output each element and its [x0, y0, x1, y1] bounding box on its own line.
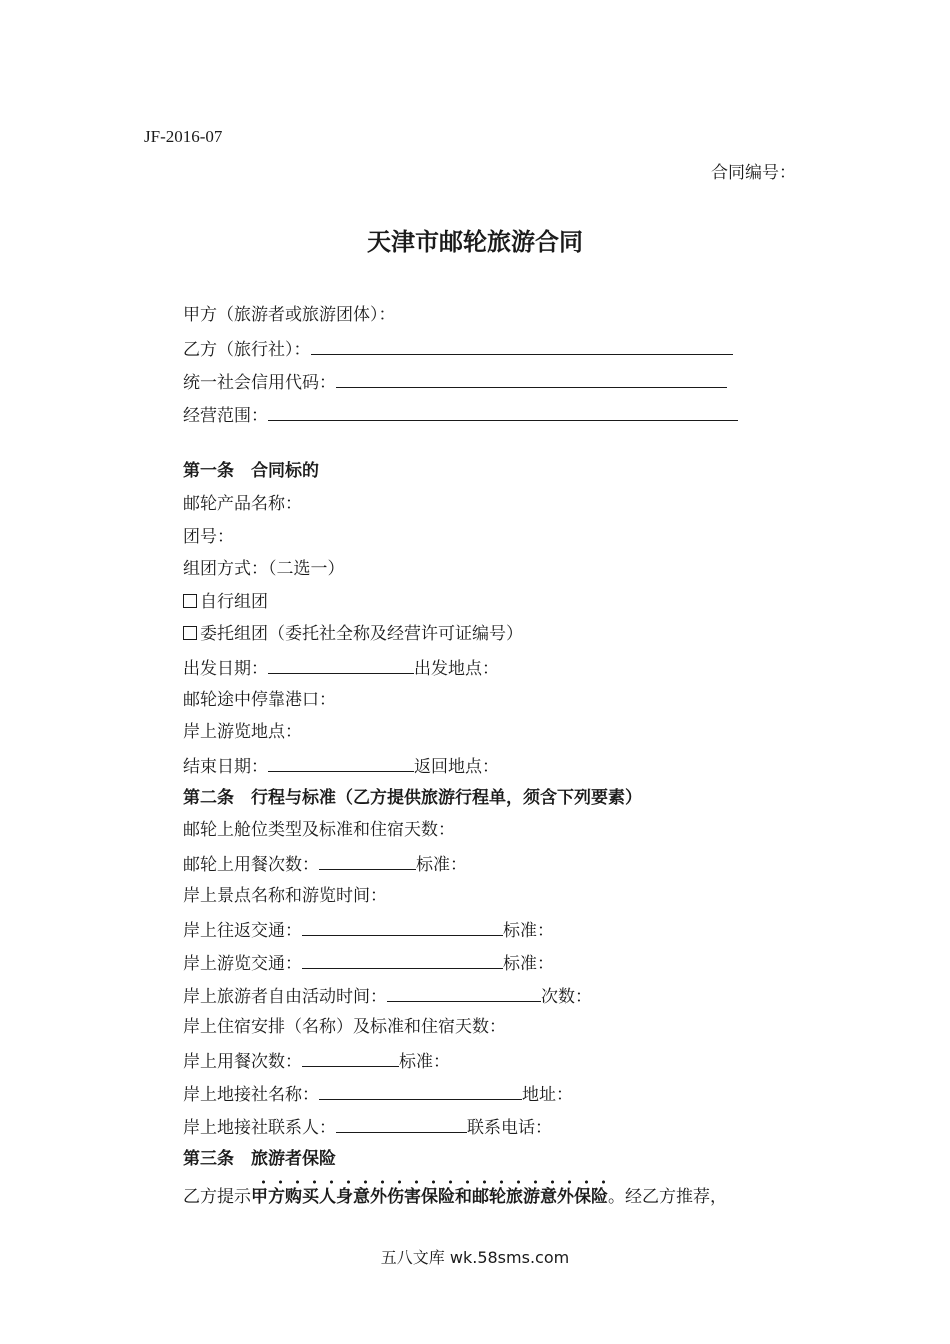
local-phone-label: 联系电话： — [467, 1118, 552, 1138]
business-scope-blank[interactable] — [268, 402, 738, 421]
free-time-count-label: 次数： — [541, 987, 592, 1007]
ship-meals-blank[interactable] — [319, 851, 416, 870]
credit-code-line — [183, 369, 727, 393]
local-agency-blank[interactable] — [319, 1081, 522, 1100]
ship-meals-std-label: 标准： — [416, 855, 467, 875]
option-entrust-label: 委托组团（委托社全称及经营许可证编号） — [200, 624, 523, 644]
free-time-blank[interactable] — [387, 983, 541, 1002]
local-agency-addr-label: 地址： — [522, 1085, 573, 1105]
credit-code-blank[interactable] — [336, 369, 727, 388]
option-self-label: 自行组团 — [200, 592, 268, 612]
document-code: JF-2016-07 — [144, 127, 223, 146]
option-entrust-line[interactable] — [183, 622, 523, 646]
party-b-blank[interactable] — [311, 336, 733, 355]
local-agency-label: 岸上地接社名称： — [183, 1085, 319, 1105]
article3-heading: 第三条 旅游者保险 — [183, 1149, 336, 1169]
shore-tour-traffic-std-label: 标准： — [503, 954, 554, 974]
shore-meals-label: 岸上用餐次数： — [183, 1052, 302, 1072]
business-scope-line — [183, 402, 738, 426]
option-self-line[interactable] — [183, 590, 268, 614]
article3-text-pre: 乙方提示 — [183, 1187, 251, 1207]
checkbox-entrust[interactable] — [183, 626, 197, 640]
local-contact-blank[interactable] — [336, 1114, 467, 1133]
ship-meals-label: 邮轮上用餐次数： — [183, 855, 319, 875]
local-contact-line — [183, 1114, 552, 1138]
free-time-line — [183, 983, 592, 1007]
departure-line — [183, 655, 499, 679]
group-number-label: 团号： — [183, 527, 234, 547]
article1-heading: 第一条 合同标的 — [183, 461, 319, 481]
end-date-blank[interactable] — [268, 753, 414, 772]
local-agency-line — [183, 1081, 573, 1105]
ports-label: 邮轮途中停靠港口： — [183, 690, 336, 710]
page-title: 天津市邮轮旅游合同 — [367, 227, 583, 256]
return-place-label: 返回地点： — [414, 757, 499, 777]
credit-code-label: 统一社会信用代码： — [183, 373, 336, 393]
article3-emphasis: 甲方购买人身意外伤害保险和邮轮旅游意外保险 — [251, 1187, 608, 1207]
end-line — [183, 753, 499, 777]
party-a-line — [183, 303, 396, 327]
article2-heading: 第二条 行程与标准（乙方提供旅游行程单，须含下列要素） — [183, 788, 642, 808]
shore-sites-label: 岸上游览地点： — [183, 722, 302, 742]
shore-transfer-label: 岸上往返交通： — [183, 921, 302, 941]
party-a-label: 甲方（旅游者或旅游团体）： — [183, 305, 396, 325]
ship-meals-line — [183, 851, 467, 875]
free-time-label: 岸上旅游者自由活动时间： — [183, 987, 387, 1007]
business-scope-label: 经营范围： — [183, 406, 268, 426]
footer-watermark: 五八文库 wk.58sms.com — [380, 1248, 570, 1267]
group-method-label: 组团方式：（二选一） — [183, 559, 345, 579]
cabin-label: 邮轮上舱位类型及标准和住宿天数： — [183, 820, 455, 840]
departure-date-blank[interactable] — [268, 655, 414, 674]
article3-text-post: 。经乙方推荐， — [608, 1187, 727, 1207]
shore-transfer-line — [183, 917, 554, 941]
shore-spots-label: 岸上景点名称和游览时间： — [183, 886, 387, 906]
checkbox-self[interactable] — [183, 594, 197, 608]
shore-meals-line — [183, 1048, 450, 1072]
shore-lodging-label: 岸上住宿安排（名称）及标准和住宿天数： — [183, 1017, 506, 1037]
shore-transfer-std-label: 标准： — [503, 921, 554, 941]
article3-text — [183, 1185, 727, 1209]
shore-meals-std-label: 标准： — [399, 1052, 450, 1072]
departure-place-label: 出发地点： — [414, 659, 499, 679]
shore-meals-blank[interactable] — [302, 1048, 399, 1067]
shore-transfer-blank[interactable] — [302, 917, 503, 936]
shore-tour-traffic-label: 岸上游览交通： — [183, 954, 302, 974]
party-b-line — [183, 336, 733, 360]
party-b-label: 乙方（旅行社）： — [183, 340, 311, 360]
contract-number-label: 合同编号： — [711, 163, 796, 183]
product-name-label: 邮轮产品名称： — [183, 494, 302, 514]
end-date-label: 结束日期： — [183, 757, 268, 777]
departure-date-label: 出发日期： — [183, 659, 268, 679]
shore-tour-traffic-line — [183, 950, 554, 974]
shore-tour-traffic-blank[interactable] — [302, 950, 503, 969]
local-contact-label: 岸上地接社联系人： — [183, 1118, 336, 1138]
